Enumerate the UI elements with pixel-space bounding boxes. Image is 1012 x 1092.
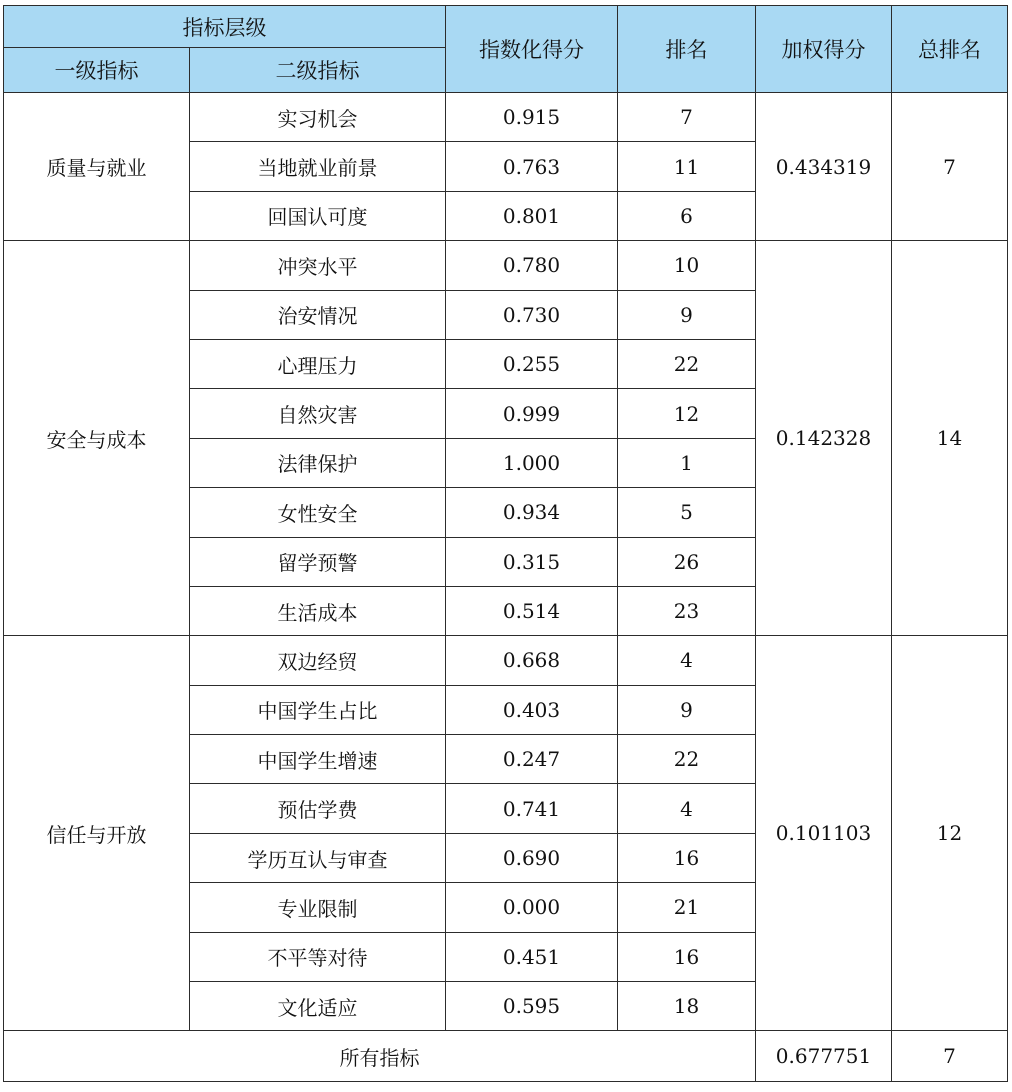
rank-cell: 12: [618, 389, 756, 438]
weighted-score-cell: 0.434319: [756, 93, 892, 241]
rank-cell: 16: [618, 833, 756, 882]
sub-indicator-name: 预估学费: [190, 784, 446, 833]
index-score-cell: 0.255: [446, 339, 618, 388]
table-body: [4, 93, 1008, 1082]
sub-indicator-name: 中国学生占比: [190, 685, 446, 734]
index-score-cell: 0.763: [446, 142, 618, 191]
sub-indicator-name: 不平等对待: [190, 932, 446, 981]
sub-indicator-name: 中国学生增速: [190, 735, 446, 784]
total-label: 所有指标: [4, 1031, 756, 1082]
rank-cell: 9: [618, 290, 756, 339]
index-score-cell: 0.000: [446, 883, 618, 932]
index-score-cell: 0.915: [446, 93, 618, 142]
index-score-cell: 1.000: [446, 438, 618, 487]
index-score-cell: 0.934: [446, 488, 618, 537]
table-row: [4, 241, 1008, 290]
table-row: [4, 636, 1008, 685]
sub-indicator-name: 实习机会: [190, 93, 446, 142]
index-score-cell: 0.595: [446, 982, 618, 1031]
index-score-cell: 0.801: [446, 191, 618, 240]
total-row: [4, 1031, 1008, 1082]
index-score-cell: 0.451: [446, 932, 618, 981]
header-row-1: [4, 6, 1008, 48]
index-score-cell: 0.668: [446, 636, 618, 685]
total-rank-cell: 12: [892, 636, 1008, 1031]
rank-cell: 22: [618, 735, 756, 784]
index-score-cell: 0.315: [446, 537, 618, 586]
indicator-table: [3, 5, 1008, 1082]
weighted-score-cell: 0.101103: [756, 636, 892, 1031]
sub-indicator-name: 心理压力: [190, 339, 446, 388]
total-weighted-score: 0.677751: [756, 1031, 892, 1082]
sub-indicator-name: 文化适应: [190, 982, 446, 1031]
header-level2: 二级指标: [190, 48, 446, 93]
rank-cell: 4: [618, 636, 756, 685]
index-score-cell: 0.999: [446, 389, 618, 438]
rank-cell: 10: [618, 241, 756, 290]
total-rank-cell: 14: [892, 241, 1008, 636]
rank-cell: 23: [618, 586, 756, 635]
sub-indicator-name: 治安情况: [190, 290, 446, 339]
rank-cell: 5: [618, 488, 756, 537]
rank-cell: 4: [618, 784, 756, 833]
rank-cell: 9: [618, 685, 756, 734]
sub-indicator-name: 自然灾害: [190, 389, 446, 438]
rank-cell: 1: [618, 438, 756, 487]
header-level1: 一级指标: [4, 48, 190, 93]
header-total-rank: 总排名: [892, 6, 1008, 93]
sub-indicator-name: 法律保护: [190, 438, 446, 487]
rank-cell: 26: [618, 537, 756, 586]
index-score-cell: 0.403: [446, 685, 618, 734]
index-score-cell: 0.730: [446, 290, 618, 339]
header-rank: 排名: [618, 6, 756, 93]
sub-indicator-name: 当地就业前景: [190, 142, 446, 191]
index-score-cell: 0.690: [446, 833, 618, 882]
indicator-table-container: [3, 5, 1007, 1082]
rank-cell: 6: [618, 191, 756, 240]
index-score-cell: 0.780: [446, 241, 618, 290]
sub-indicator-name: 学历互认与审查: [190, 833, 446, 882]
sub-indicator-name: 生活成本: [190, 586, 446, 635]
group-name: 安全与成本: [4, 241, 190, 636]
header-indicator-level: 指标层级: [4, 6, 446, 48]
sub-indicator-name: 留学预警: [190, 537, 446, 586]
rank-cell: 18: [618, 982, 756, 1031]
table-row: [4, 93, 1008, 142]
weighted-score-cell: 0.142328: [756, 241, 892, 636]
rank-cell: 16: [618, 932, 756, 981]
total-overall-rank: 7: [892, 1031, 1008, 1082]
sub-indicator-name: 专业限制: [190, 883, 446, 932]
sub-indicator-name: 回国认可度: [190, 191, 446, 240]
group-name: 信任与开放: [4, 636, 190, 1031]
group-name: 质量与就业: [4, 93, 190, 241]
rank-cell: 22: [618, 339, 756, 388]
rank-cell: 21: [618, 883, 756, 932]
rank-cell: 7: [618, 93, 756, 142]
total-rank-cell: 7: [892, 93, 1008, 241]
sub-indicator-name: 冲突水平: [190, 241, 446, 290]
sub-indicator-name: 女性安全: [190, 488, 446, 537]
rank-cell: 11: [618, 142, 756, 191]
header-weighted-score: 加权得分: [756, 6, 892, 93]
index-score-cell: 0.741: [446, 784, 618, 833]
sub-indicator-name: 双边经贸: [190, 636, 446, 685]
index-score-cell: 0.247: [446, 735, 618, 784]
index-score-cell: 0.514: [446, 586, 618, 635]
header-index-score: 指数化得分: [446, 6, 618, 93]
